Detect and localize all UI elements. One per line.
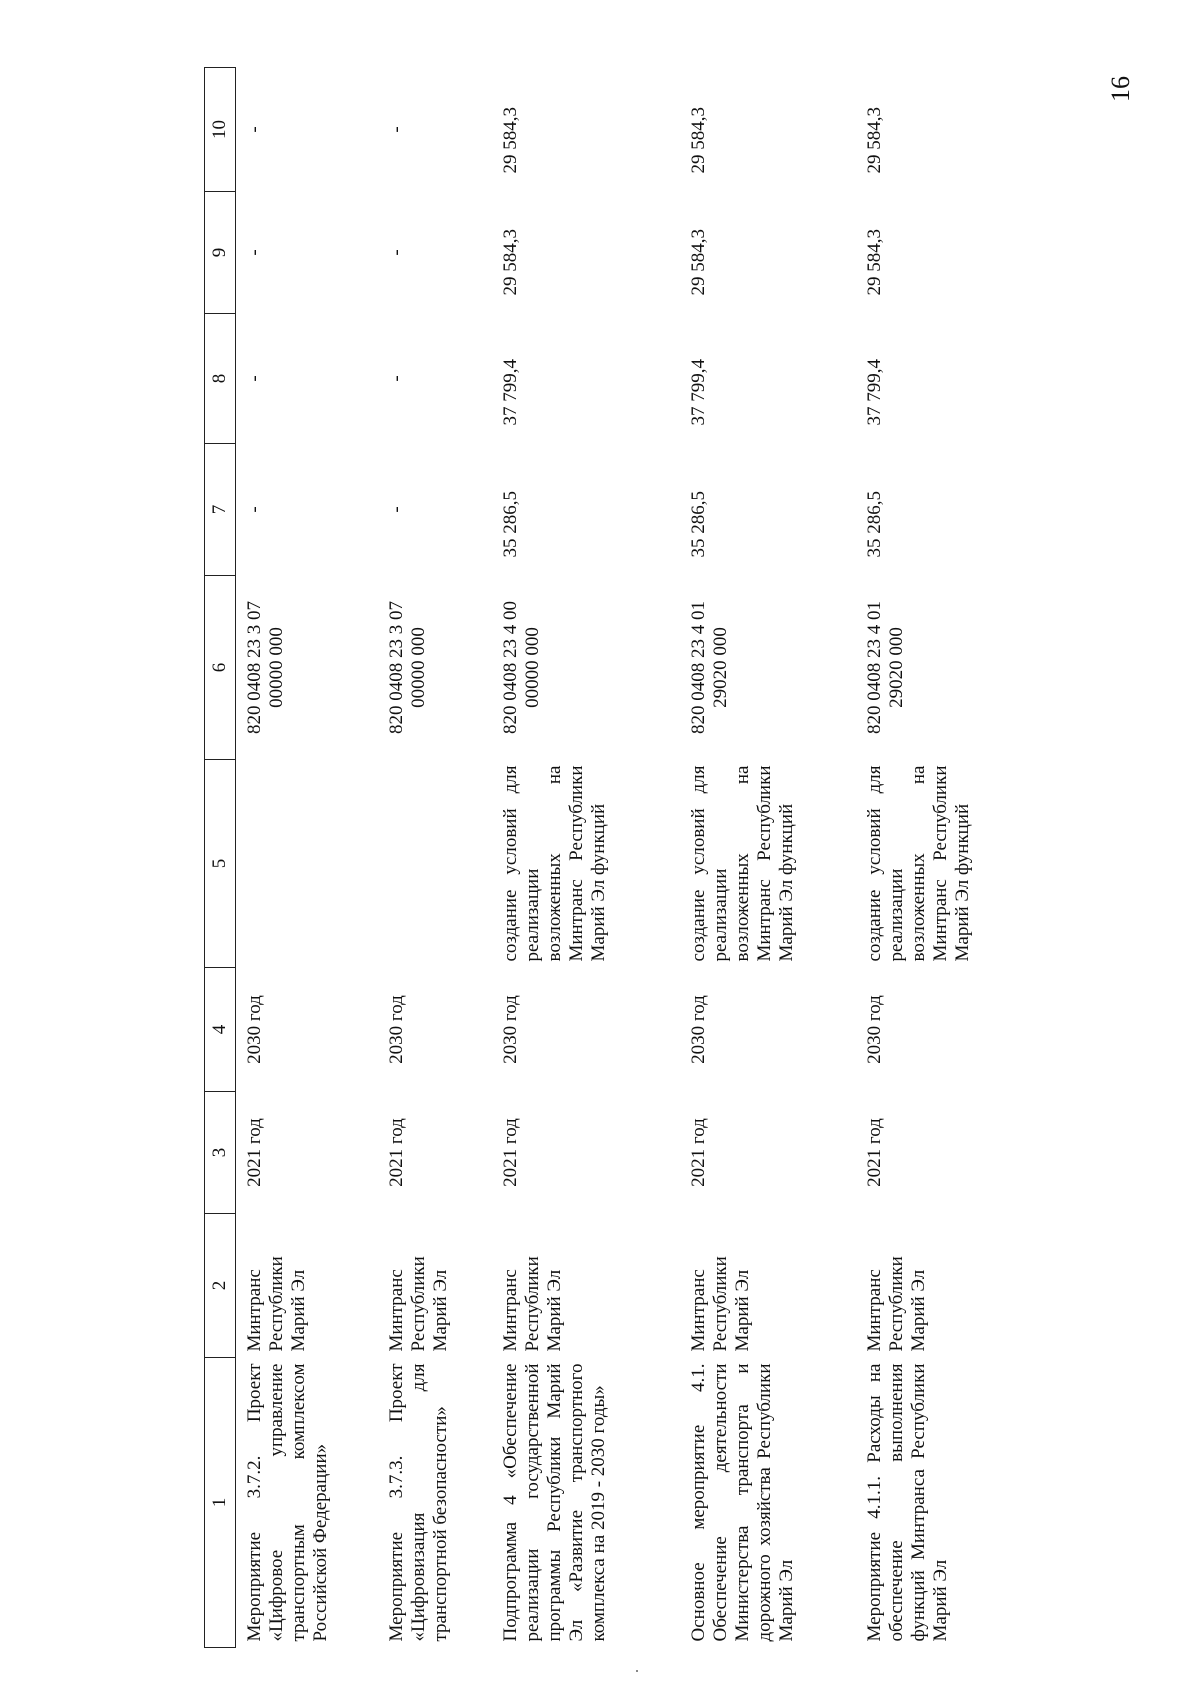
cell-value-10: 29 584,3 — [864, 107, 885, 174]
cell-end-year: 2030 год — [688, 995, 709, 1064]
cell-value-9: 29 584,3 — [864, 229, 885, 296]
cell-budget-code: 820 0408 23 3 07 00000 000 — [386, 601, 430, 734]
cell-result: создание условий для реализации возложенных на Минтранс Республики Марий Эл функций — [500, 765, 610, 962]
cell-start-year: 2021 год — [386, 1118, 407, 1187]
cell-end-year: 2030 год — [244, 995, 265, 1064]
cell-value-7: - — [244, 506, 265, 513]
cell-start-year: 2021 год — [864, 1118, 885, 1187]
cell-budget-code: 820 0408 23 3 07 00000 000 — [244, 601, 288, 734]
program-table — [204, 67, 1028, 1648]
cell-start-year: 2021 год — [244, 1118, 265, 1187]
cell-executor: Минтранс Республики Марий Эл — [864, 1256, 930, 1352]
scan-speck — [636, 1670, 638, 1672]
table-row — [378, 68, 492, 1648]
page-number: 16 — [1106, 76, 1135, 102]
cell-value-7: 35 286,5 — [864, 491, 885, 558]
header-col-9: 9 — [205, 192, 236, 314]
cell-value-7: - — [386, 506, 407, 513]
cell-executor: Минтранс Республики Марий Эл — [244, 1256, 310, 1352]
cell-measure: Основное мероприятие 4.1. Обеспечение деятельности Министерства транспорта и дорожного хозяйства Республики Марий Эл — [688, 1363, 798, 1642]
header-col-3: 3 — [205, 1092, 236, 1214]
header-col-10: 10 — [205, 68, 236, 192]
cell-result: создание условий для реализации возложенных на Минтранс Республики Марий Эл функций — [864, 765, 974, 962]
cell-start-year: 2021 год — [500, 1118, 521, 1187]
cell-value-8: - — [386, 375, 407, 382]
header-col-6: 6 — [205, 576, 236, 760]
cell-value-9: - — [386, 249, 407, 256]
table-row — [856, 68, 1028, 1648]
cell-executor: Минтранс Республики Марий Эл — [500, 1256, 566, 1352]
cell-end-year: 2030 год — [500, 995, 521, 1064]
cell-value-10: - — [244, 126, 265, 133]
header-col-1: 1 — [205, 1358, 236, 1648]
cell-value-8: - — [244, 375, 265, 382]
cell-result: создание условий для реализации возложенных на Минтранс Республики Марий Эл функций — [688, 765, 798, 962]
cell-result — [378, 760, 492, 968]
cell-value-10: 29 584,3 — [688, 107, 709, 174]
header-col-2: 2 — [205, 1214, 236, 1358]
table-row — [680, 68, 856, 1648]
header-col-7: 7 — [205, 444, 236, 576]
cell-executor: Минтранс Республики Марий Эл — [688, 1256, 754, 1352]
header-col-4: 4 — [205, 968, 236, 1092]
cell-measure: Подпрограмма 4 «Обеспечение реализации государственной программы Республики Марий Эл «Развитие транспортного комплекса на 2019 - 2030 годы» — [500, 1363, 610, 1642]
cell-value-9: 29 584,3 — [500, 229, 521, 296]
cell-value-8: 37 799,4 — [688, 359, 709, 426]
cell-measure: Мероприятие 3.7.3. Проект «Цифровизация для транспортной безопасности» — [386, 1363, 452, 1642]
header-col-5: 5 — [205, 760, 236, 968]
cell-value-10: - — [386, 126, 407, 133]
table-row — [236, 68, 379, 1648]
cell-end-year: 2030 год — [386, 995, 407, 1064]
cell-measure: Мероприятие 4.1.1. Расходы на обеспечение выполнения функций Минтранса Республики Марий Эл — [864, 1363, 952, 1642]
cell-budget-code: 820 0408 23 4 01 29020 000 — [688, 601, 732, 734]
rotated-table-sheet — [204, 68, 1000, 1648]
cell-value-9: - — [244, 249, 265, 256]
cell-value-8: 37 799,4 — [500, 359, 521, 426]
cell-executor: Минтранс Республики Марий Эл — [386, 1256, 452, 1352]
cell-start-year: 2021 год — [688, 1118, 709, 1187]
header-row — [205, 68, 236, 1648]
cell-value-9: 29 584,3 — [688, 229, 709, 296]
cell-value-8: 37 799,4 — [864, 359, 885, 426]
cell-budget-code: 820 0408 23 4 00 00000 000 — [500, 601, 544, 734]
cell-budget-code: 820 0408 23 4 01 29020 000 — [864, 601, 908, 734]
cell-value-7: 35 286,5 — [688, 491, 709, 558]
cell-end-year: 2030 год — [864, 995, 885, 1064]
table-row — [492, 68, 680, 1648]
cell-result — [236, 760, 379, 968]
cell-measure: Мероприятие 3.7.2. Проект «Цифровое управление транспортным комплексом Российской Федерации» — [244, 1363, 332, 1642]
cell-value-7: 35 286,5 — [500, 491, 521, 558]
header-col-8: 8 — [205, 314, 236, 444]
cell-value-10: 29 584,3 — [500, 107, 521, 174]
